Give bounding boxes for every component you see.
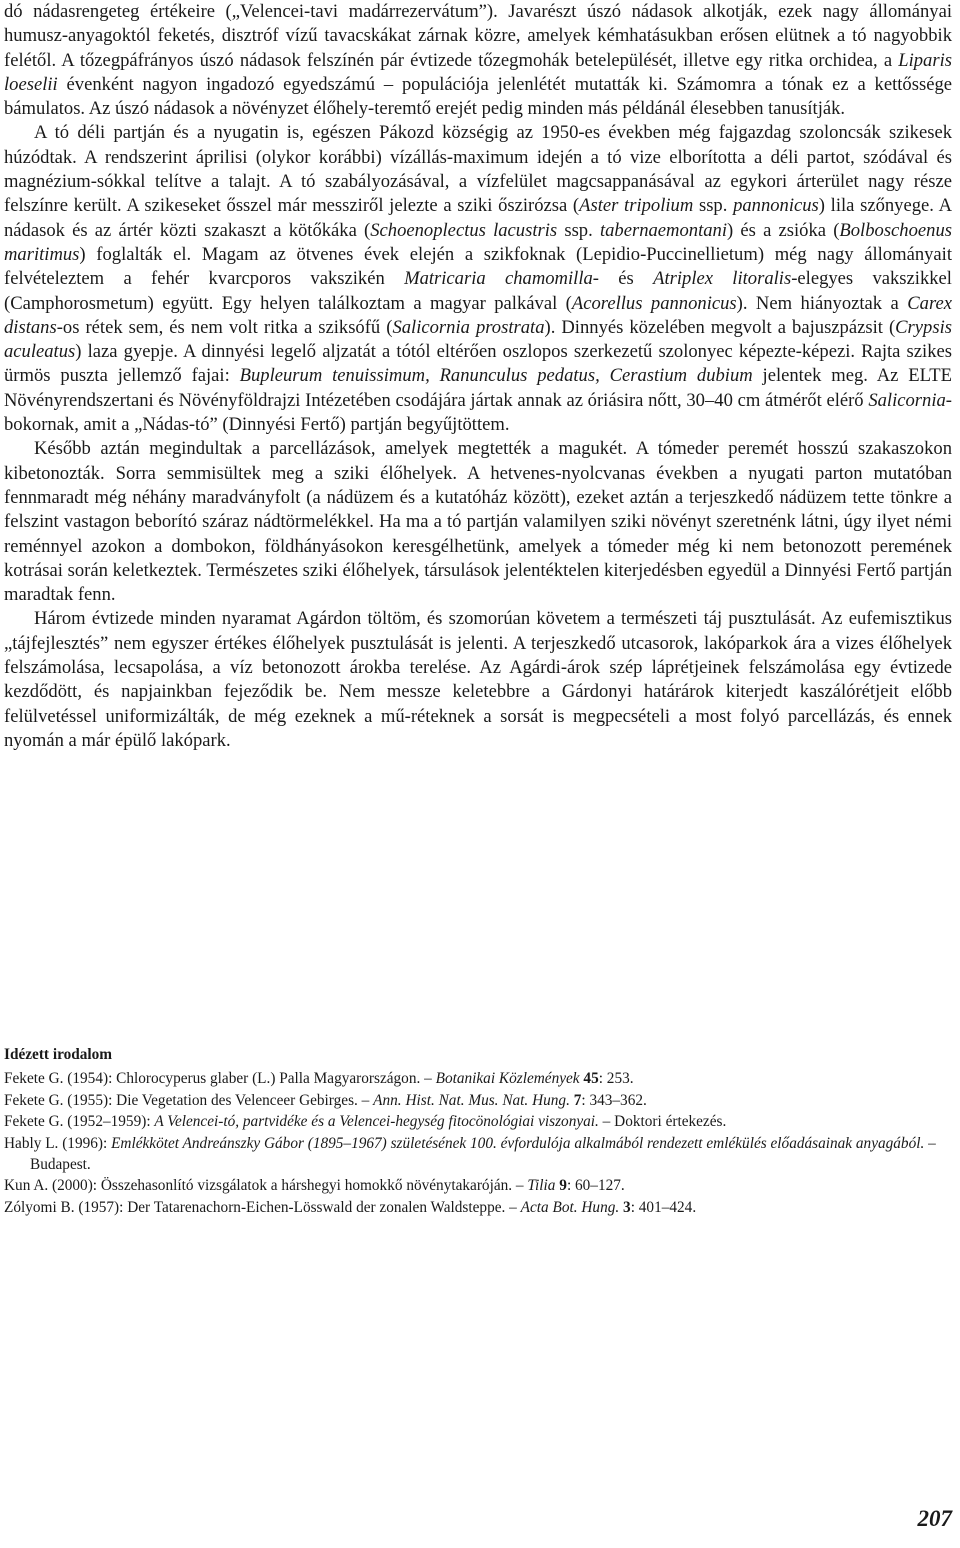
text-run: Három évtizede minden nyaramat Agárdon töltöm, és szomorúan követem a természeti táj pusztulását. Az eufemisztikus „tájfejlesztés” nem egyszer értékes élőhelyek pusztulását is jelenti. A terjeszkedő utcasorok, lakóparkok ára a vizes élőhelyek felszámolása, lecsapolása, a víz betonozott árokba terelése. Az Agárdi-árok szép láprétjeinek felszámolása egy évtizede kezdődött, és napjainkban fejeződik be. Nem messze keletebbre a Gárdonyi határárok kiterjedt kaszálórétjeit előbb felülvetéssel uniformizálták, de még ezeknek a mű-réteknek a sorsát is megpecsételi a most folyó parcellázás, és ennek nyomán a már épülő lakópark.	[4, 608, 952, 751]
reference-item	[4, 1090, 952, 1111]
italic-run: tabernaemontani	[599, 219, 727, 241]
references-section	[4, 1044, 952, 1218]
reference-item	[4, 1111, 952, 1132]
text-run: – Doktori értekezés.	[598, 1113, 727, 1131]
italic-run: Carex distans	[4, 292, 953, 338]
text-run: – Budapest.	[30, 1134, 936, 1174]
text-run: -os rétek sem, és nem volt ritka a sziksófű (	[56, 316, 393, 338]
text-run: dó nádasrengeteg értékeire („Velencei-tavi madárrezervátum”). Javarészt úszó nádasok alkotják, ezek nagy állományai humusz-anyagoktól feketés, disztróf vízű tavacskákat zárnak közre, amelyek kémhatásukban erősen elütnek a tó nagyobbik felétől. A tőzegpáfrányos úszó nádasok felszínén pár évtizede tőzegmohák betelepülését, illetve egy ritka orchidea, a	[4, 1, 952, 71]
text-run: ) laza gyepje. A dinnyési legelő aljzatát a tótól eltérően oszlopos szerkezetű szolonyec képezte-képezi. Rajta szikes ürmös puszta jellemző fajai:	[4, 341, 952, 387]
italic-run: Salicornia	[868, 389, 946, 411]
paragraph-1	[4, 0, 952, 121]
paragraph-2	[4, 121, 952, 437]
text-run: Zólyomi B. (1957): Der Tatarenachorn-Eichen-Lösswald der zonalen Waldsteppe. –	[4, 1198, 521, 1216]
document-page	[4, 0, 952, 1548]
text-run: ssp.	[557, 219, 600, 241]
italic-run: Tilia	[527, 1177, 556, 1195]
italic-run: Acta Bot. Hung.	[520, 1198, 620, 1216]
text-run: -elegyes vakszikkel (Camphorosmetum) együtt. Egy helyen találkoztam a magyar palkával (	[4, 268, 952, 314]
text-run: : 253.	[598, 1070, 634, 1088]
italic-run: Botanikai Közlemények	[435, 1070, 580, 1088]
italic-run: pannonicus	[733, 195, 819, 217]
text-run: ) foglalták el. Magam az ötvenes évek elején a szikfoknak (Lepidio-Puccinellietum) még nagy állományait felvételeztem a fehér kvarcporos vakszikén	[4, 243, 952, 290]
text-run: és	[598, 268, 654, 290]
text-run: ssp.	[693, 195, 734, 217]
paragraph-4	[4, 607, 952, 753]
bold-run: 9	[559, 1177, 567, 1195]
text-run: Hably L. (1996):	[4, 1134, 112, 1152]
italic-run: Salicornia prostrata	[392, 316, 545, 338]
bold-run: 45	[583, 1070, 599, 1088]
text-run: ). Dinnyés közelében megvolt a bajuszpázsit (	[544, 316, 896, 338]
reference-item	[4, 1133, 952, 1176]
italic-run: Acorellus pannonicus	[571, 292, 737, 314]
text-run: -bokornak, amit a „Nádas-tó” (Dinnyési Fertő) partján begyűjtöttem.	[4, 389, 952, 436]
text-run: ) és a zsióka (	[727, 219, 840, 241]
text-run: ). Nem hiányoztak a	[736, 292, 908, 314]
text-run: : 401–424.	[630, 1198, 697, 1216]
text-run: ) lila szőnyege. A nádasok és az ártér közti szakaszt a kötőkáka (	[4, 195, 953, 241]
bold-run: 3	[623, 1198, 631, 1216]
text-run: Fekete G. (1954): Chlorocyperus glaber (L.) Palla Magyarországon. –	[4, 1070, 436, 1088]
references-list	[4, 1068, 952, 1218]
reference-item	[4, 1068, 952, 1089]
paragraph-3	[4, 437, 952, 607]
page-number: 207	[917, 1506, 952, 1531]
italic-run: Bupleurum tenuissimum, Ranunculus pedatus, Cerastium dubium	[239, 365, 753, 387]
text-run: : 343–362.	[581, 1091, 647, 1109]
italic-run: Ann. Hist. Nat. Mus. Nat. Hung.	[373, 1091, 570, 1109]
text-run: Fekete G. (1955): Die Vegetation des Velenceer Gebirges. –	[4, 1091, 374, 1109]
italic-run: Aster tripolium	[579, 195, 694, 217]
text-run: Később aztán megindultak a parcellázások, amelyek megtették a magukét. A tómeder peremét hosszú szakaszokon kibetonozták. Sorra semmisültek meg a sziki élőhelyek. A hetvenes-nyolcvanas években a nyugati parton mutatóban fennmaradt még néhány maradványfolt (a nádüzem és a kutatóház között), ezeket aztán a terjeszkedő nádüzem tette tönkre a felszint vastagon beborító száraz nádtörmelékkel. Ha ma a tó partján valamilyen sziki növényt szeretnénk látni, úgy ilyet némi reménnyel azokon a dombokon, földhányásokon keresgélhetünk, amelyek a tómeder még ki nem betonozott peremének kotrásai során keletkeztek. Természetes sziki élőhelyek, társulások jelentéktelen kiterjedésben egyedül a Dinnyési Fertő partján maradtak fenn.	[4, 438, 952, 606]
text-run: A tó déli partján és a nyugatin is, egészen Pákozd községig az 1950-es években még fajgazdag szoloncsák szikesek húzódtak. A rendszerint áprilisi (olykor korábbi) vízállás-maximum idején a tó vize elborította a déli partot, szódával és magnézium-sókkal telítve a talajt. A tó szabályozásával, a vízfelület magcsappanásával az egykori árterület nagy része felszínre került. A szikeseket ősszel már messziről jelezte a sziki őszirózsa (	[4, 122, 952, 217]
text-run: évenként nagyon ingadozó egyedszámú – populációja jelenlétét mutatták ki. Számomra a tónak ez a kettőssége bámulatos. Az úszó nádasok a növényzet élőhely-teremtő erejét pedig minden más példánál élesebben tanusítják.	[4, 73, 952, 120]
italic-run: Bolboschoenus maritimus	[4, 219, 952, 265]
bold-run: 7	[573, 1091, 582, 1109]
italic-run: Schoenoplectus lacustris	[370, 219, 558, 241]
text-run: Fekete G. (1952–1959):	[4, 1113, 155, 1131]
body-text	[4, 0, 952, 753]
text-run: Kun A. (2000): Összehasonlító vizsgálatok a hárshegyi homokkő növénytakaróján. –	[4, 1177, 528, 1195]
text-run: : 60–127.	[566, 1177, 625, 1195]
italic-run: Liparis loeselii	[4, 49, 952, 95]
reference-item	[4, 1175, 952, 1196]
italic-run: Atriplex litoralis	[653, 268, 792, 290]
italic-run: Crypsis aculeatus	[4, 316, 952, 363]
references-heading: Idézett irodalom	[4, 1046, 113, 1063]
italic-run: Matricaria chamomilla-	[404, 268, 599, 290]
reference-item	[4, 1197, 952, 1218]
italic-run: Emlékkötet Andreánszky Gábor (1895–1967) születésének 100. évfordulója alkalmából rendezett emlékülés előadásainak anyagából.	[111, 1134, 925, 1152]
text-run: jelentek meg. Az ELTE Növényrendszertani és Növényföldrajzi Intézetében csodájára jártak annak az óriásira nőtt, 30–40 cm átmérőt elérő	[4, 365, 952, 411]
italic-run: A Velencei-tó, partvidéke és a Velencei-hegység fitocönológiai viszonyai.	[154, 1113, 599, 1131]
